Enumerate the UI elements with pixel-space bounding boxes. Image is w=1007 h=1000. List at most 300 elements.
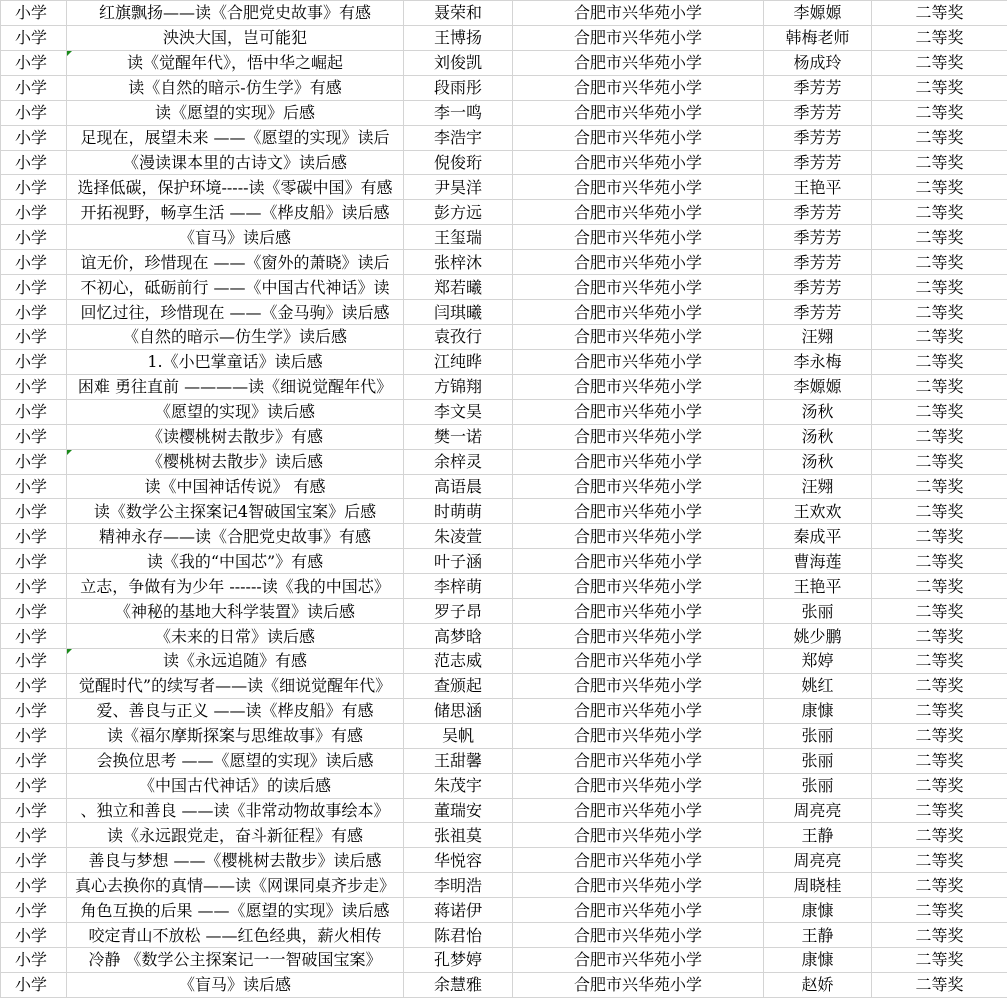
school-name-cell[interactable] bbox=[513, 748, 764, 773]
level-cell[interactable] bbox=[1, 200, 67, 225]
school-name-cell[interactable] bbox=[513, 624, 764, 649]
level-cell[interactable] bbox=[1, 474, 67, 499]
essay-title-cell[interactable] bbox=[67, 1, 404, 26]
level-cell[interactable] bbox=[1, 125, 67, 150]
table-row bbox=[1, 374, 1007, 399]
teacher-name-cell[interactable] bbox=[764, 100, 872, 125]
essay-title-text: 真心去换你的真情——读《网课同桌齐步走》 bbox=[74, 875, 395, 895]
essay-title-cell[interactable] bbox=[67, 449, 404, 474]
level-text: 小学 bbox=[15, 825, 48, 845]
level-cell[interactable] bbox=[1, 673, 67, 698]
essay-title-cell[interactable] bbox=[67, 399, 404, 424]
school-name-cell[interactable] bbox=[513, 200, 764, 225]
award-cell[interactable] bbox=[872, 848, 1007, 873]
level-cell[interactable] bbox=[1, 499, 67, 524]
teacher-name-text: 季芳芳 bbox=[793, 227, 842, 247]
student-name-cell[interactable] bbox=[404, 200, 513, 225]
school-name-cell[interactable] bbox=[513, 225, 764, 250]
student-name-cell[interactable] bbox=[404, 50, 513, 75]
award-cell[interactable] bbox=[872, 50, 1007, 75]
essay-title-text: 立志，争做有为少年 ------读《我的中国芯》 bbox=[80, 576, 390, 596]
level-cell[interactable] bbox=[1, 723, 67, 748]
school-name-cell[interactable] bbox=[513, 549, 764, 574]
teacher-name-cell[interactable] bbox=[764, 424, 872, 449]
table-row bbox=[1, 100, 1007, 125]
essay-title-text: 觉醒时代”的续写者——读《细说觉醒年代》 bbox=[78, 676, 392, 696]
school-name-cell[interactable] bbox=[513, 424, 764, 449]
student-name-cell[interactable] bbox=[404, 823, 513, 848]
award-cell[interactable] bbox=[872, 225, 1007, 250]
level-cell[interactable] bbox=[1, 50, 67, 75]
level-cell[interactable] bbox=[1, 898, 67, 923]
award-text: 二等奖 bbox=[915, 277, 964, 297]
level-cell[interactable] bbox=[1, 399, 67, 424]
award-cell[interactable] bbox=[872, 723, 1007, 748]
teacher-name-cell[interactable] bbox=[764, 300, 872, 325]
essay-title-cell[interactable] bbox=[67, 648, 404, 673]
teacher-name-cell[interactable] bbox=[764, 624, 872, 649]
teacher-name-cell[interactable] bbox=[764, 773, 872, 798]
essay-title-text: 咬定青山不放松 ——红色经典，薪火相传 bbox=[88, 925, 382, 945]
school-name-cell[interactable] bbox=[513, 349, 764, 374]
teacher-name-cell[interactable] bbox=[764, 275, 872, 300]
school-name-cell[interactable] bbox=[513, 324, 764, 349]
award-cell[interactable] bbox=[872, 948, 1007, 973]
award-cell[interactable] bbox=[872, 748, 1007, 773]
level-cell[interactable] bbox=[1, 524, 67, 549]
essay-title-cell[interactable] bbox=[67, 75, 404, 100]
level-cell[interactable] bbox=[1, 1, 67, 26]
student-name-cell[interactable] bbox=[404, 424, 513, 449]
level-text: 小学 bbox=[15, 177, 48, 197]
award-cell[interactable] bbox=[872, 399, 1007, 424]
school-name-cell[interactable] bbox=[513, 150, 764, 175]
award-cell[interactable] bbox=[872, 374, 1007, 399]
teacher-name-text: 汤秋 bbox=[801, 427, 834, 447]
award-text: 二等奖 bbox=[915, 302, 964, 322]
teacher-name-cell[interactable] bbox=[764, 549, 872, 574]
essay-title-cell[interactable] bbox=[67, 923, 404, 948]
essay-title-text: 爱、善良与正义 ——读《桦皮船》有感 bbox=[96, 701, 374, 721]
school-name-cell[interactable] bbox=[513, 798, 764, 823]
teacher-name-text: 汤秋 bbox=[801, 402, 834, 422]
essay-title-cell[interactable] bbox=[67, 823, 404, 848]
student-name-cell[interactable] bbox=[404, 100, 513, 125]
essay-title-cell[interactable] bbox=[67, 972, 404, 997]
essay-title-text: 1.《小巴掌童话》读后感 bbox=[147, 352, 323, 372]
school-name-text: 合肥市兴华苑小学 bbox=[573, 427, 702, 447]
school-name-cell[interactable] bbox=[513, 648, 764, 673]
school-name-cell[interactable] bbox=[513, 773, 764, 798]
level-cell[interactable] bbox=[1, 948, 67, 973]
essay-title-cell[interactable] bbox=[67, 948, 404, 973]
student-name-cell[interactable] bbox=[404, 898, 513, 923]
school-name-text: 合肥市兴华苑小学 bbox=[573, 701, 702, 721]
level-cell[interactable] bbox=[1, 250, 67, 275]
teacher-name-cell[interactable] bbox=[764, 748, 872, 773]
school-name-text: 合肥市兴华苑小学 bbox=[573, 177, 702, 197]
school-name-cell[interactable] bbox=[513, 399, 764, 424]
award-text: 二等奖 bbox=[915, 152, 964, 172]
level-text: 小学 bbox=[15, 501, 48, 521]
school-name-cell[interactable] bbox=[513, 474, 764, 499]
award-cell[interactable] bbox=[872, 673, 1007, 698]
student-name-cell[interactable] bbox=[404, 225, 513, 250]
school-name-cell[interactable] bbox=[513, 25, 764, 50]
student-name-cell[interactable] bbox=[404, 798, 513, 823]
school-name-cell[interactable] bbox=[513, 723, 764, 748]
level-cell[interactable] bbox=[1, 449, 67, 474]
award-text: 二等奖 bbox=[915, 526, 964, 546]
student-name-text: 储思涵 bbox=[433, 701, 482, 721]
essay-title-cell[interactable] bbox=[67, 723, 404, 748]
school-name-cell[interactable] bbox=[513, 673, 764, 698]
teacher-name-cell[interactable] bbox=[764, 723, 872, 748]
table-row bbox=[1, 474, 1007, 499]
school-name-cell[interactable] bbox=[513, 100, 764, 125]
essay-title-cell[interactable] bbox=[67, 50, 404, 75]
student-name-text: 李梓萌 bbox=[433, 576, 482, 596]
essay-title-text: 《樱桃树去散步》读后感 bbox=[146, 452, 323, 472]
award-cell[interactable] bbox=[872, 175, 1007, 200]
student-name-cell[interactable] bbox=[404, 175, 513, 200]
essay-title-cell[interactable] bbox=[67, 624, 404, 649]
award-text: 二等奖 bbox=[915, 900, 964, 920]
level-cell[interactable] bbox=[1, 648, 67, 673]
school-name-cell[interactable] bbox=[513, 499, 764, 524]
teacher-name-cell[interactable] bbox=[764, 449, 872, 474]
student-name-cell[interactable] bbox=[404, 599, 513, 624]
student-name-cell[interactable] bbox=[404, 723, 513, 748]
student-name-cell[interactable] bbox=[404, 624, 513, 649]
level-text: 小学 bbox=[15, 452, 48, 472]
teacher-name-cell[interactable] bbox=[764, 349, 872, 374]
teacher-name-cell[interactable] bbox=[764, 125, 872, 150]
teacher-name-text: 周亮亮 bbox=[793, 800, 842, 820]
award-cell[interactable] bbox=[872, 898, 1007, 923]
error-indicator-icon bbox=[67, 649, 72, 654]
award-cell[interactable] bbox=[872, 275, 1007, 300]
award-cell[interactable] bbox=[872, 449, 1007, 474]
student-name-cell[interactable] bbox=[404, 972, 513, 997]
level-cell[interactable] bbox=[1, 773, 67, 798]
school-name-cell[interactable] bbox=[513, 1, 764, 26]
teacher-name-cell[interactable] bbox=[764, 524, 872, 549]
level-cell[interactable] bbox=[1, 150, 67, 175]
school-name-cell[interactable] bbox=[513, 948, 764, 973]
level-cell[interactable] bbox=[1, 748, 67, 773]
school-name-cell[interactable] bbox=[513, 823, 764, 848]
student-name-cell[interactable] bbox=[404, 549, 513, 574]
table-row bbox=[1, 275, 1007, 300]
essay-title-cell[interactable] bbox=[67, 424, 404, 449]
essay-title-text: 读《数学公主探案记4智破国宝案》后感 bbox=[93, 501, 377, 521]
essay-title-cell[interactable] bbox=[67, 324, 404, 349]
essay-title-cell[interactable] bbox=[67, 524, 404, 549]
award-text: 二等奖 bbox=[915, 103, 964, 123]
teacher-name-cell[interactable] bbox=[764, 873, 872, 898]
student-name-cell[interactable] bbox=[404, 673, 513, 698]
school-name-cell[interactable] bbox=[513, 300, 764, 325]
level-cell[interactable] bbox=[1, 324, 67, 349]
award-cell[interactable] bbox=[872, 823, 1007, 848]
table-row bbox=[1, 599, 1007, 624]
teacher-name-cell[interactable] bbox=[764, 150, 872, 175]
student-name-cell[interactable] bbox=[404, 150, 513, 175]
award-cell[interactable] bbox=[872, 599, 1007, 624]
level-cell[interactable] bbox=[1, 574, 67, 599]
teacher-name-cell[interactable] bbox=[764, 574, 872, 599]
student-name-cell[interactable] bbox=[404, 75, 513, 100]
award-cell[interactable] bbox=[872, 324, 1007, 349]
school-name-cell[interactable] bbox=[513, 923, 764, 948]
essay-title-cell[interactable] bbox=[67, 25, 404, 50]
essay-title-cell[interactable] bbox=[67, 250, 404, 275]
teacher-name-cell[interactable] bbox=[764, 374, 872, 399]
student-name-cell[interactable] bbox=[404, 250, 513, 275]
award-cell[interactable] bbox=[872, 624, 1007, 649]
table-row bbox=[1, 723, 1007, 748]
teacher-name-cell[interactable] bbox=[764, 50, 872, 75]
student-name-cell[interactable] bbox=[404, 300, 513, 325]
teacher-name-cell[interactable] bbox=[764, 798, 872, 823]
school-name-cell[interactable] bbox=[513, 698, 764, 723]
award-cell[interactable] bbox=[872, 25, 1007, 50]
essay-title-cell[interactable] bbox=[67, 474, 404, 499]
essay-title-cell[interactable] bbox=[67, 599, 404, 624]
student-name-cell[interactable] bbox=[404, 275, 513, 300]
teacher-name-cell[interactable] bbox=[764, 25, 872, 50]
award-text: 二等奖 bbox=[915, 177, 964, 197]
school-name-cell[interactable] bbox=[513, 972, 764, 997]
school-name-cell[interactable] bbox=[513, 275, 764, 300]
level-cell[interactable] bbox=[1, 75, 67, 100]
school-name-cell[interactable] bbox=[513, 75, 764, 100]
essay-title-cell[interactable] bbox=[67, 125, 404, 150]
school-name-text: 合肥市兴华苑小学 bbox=[573, 377, 702, 397]
essay-title-cell[interactable] bbox=[67, 225, 404, 250]
school-name-cell[interactable] bbox=[513, 873, 764, 898]
teacher-name-cell[interactable] bbox=[764, 923, 872, 948]
student-name-cell[interactable] bbox=[404, 449, 513, 474]
award-cell[interactable] bbox=[872, 424, 1007, 449]
student-name-cell[interactable] bbox=[404, 125, 513, 150]
level-text: 小学 bbox=[15, 950, 48, 970]
essay-title-cell[interactable] bbox=[67, 698, 404, 723]
student-name-cell[interactable] bbox=[404, 923, 513, 948]
essay-title-cell[interactable] bbox=[67, 549, 404, 574]
school-name-cell[interactable] bbox=[513, 574, 764, 599]
school-name-cell[interactable] bbox=[513, 175, 764, 200]
essay-title-cell[interactable] bbox=[67, 374, 404, 399]
student-name-cell[interactable] bbox=[404, 773, 513, 798]
student-name-cell[interactable] bbox=[404, 698, 513, 723]
level-cell[interactable] bbox=[1, 823, 67, 848]
teacher-name-cell[interactable] bbox=[764, 1, 872, 26]
teacher-name-cell[interactable] bbox=[764, 823, 872, 848]
level-cell[interactable] bbox=[1, 798, 67, 823]
level-cell[interactable] bbox=[1, 275, 67, 300]
table-row bbox=[1, 1, 1007, 26]
award-text: 二等奖 bbox=[915, 601, 964, 621]
essay-title-cell[interactable] bbox=[67, 898, 404, 923]
essay-title-cell[interactable] bbox=[67, 300, 404, 325]
teacher-name-cell[interactable] bbox=[764, 648, 872, 673]
school-name-cell[interactable] bbox=[513, 250, 764, 275]
teacher-name-cell[interactable] bbox=[764, 399, 872, 424]
essay-title-text: 《自然的暗示—仿生学》读后感 bbox=[122, 327, 347, 347]
level-cell[interactable] bbox=[1, 225, 67, 250]
essay-title-text: 角色互换的后果 ——《愿望的实现》读后感 bbox=[80, 900, 390, 920]
award-cell[interactable] bbox=[872, 75, 1007, 100]
award-cell[interactable] bbox=[872, 798, 1007, 823]
school-name-text: 合肥市兴华苑小学 bbox=[573, 626, 702, 646]
award-cell[interactable] bbox=[872, 250, 1007, 275]
essay-title-cell[interactable] bbox=[67, 773, 404, 798]
essay-title-text: 读《中国神话传说》 有感 bbox=[144, 476, 326, 496]
student-name-cell[interactable] bbox=[404, 848, 513, 873]
essay-title-cell[interactable] bbox=[67, 349, 404, 374]
level-cell[interactable] bbox=[1, 848, 67, 873]
award-cell[interactable] bbox=[872, 574, 1007, 599]
award-text: 二等奖 bbox=[915, 402, 964, 422]
essay-title-cell[interactable] bbox=[67, 175, 404, 200]
award-cell[interactable] bbox=[872, 1, 1007, 26]
award-cell[interactable] bbox=[872, 648, 1007, 673]
teacher-name-cell[interactable] bbox=[764, 474, 872, 499]
student-name-cell[interactable] bbox=[404, 499, 513, 524]
school-name-cell[interactable] bbox=[513, 125, 764, 150]
award-cell[interactable] bbox=[872, 200, 1007, 225]
student-name-cell[interactable] bbox=[404, 648, 513, 673]
level-cell[interactable] bbox=[1, 923, 67, 948]
table-row bbox=[1, 624, 1007, 649]
level-cell[interactable] bbox=[1, 25, 67, 50]
essay-title-cell[interactable] bbox=[67, 499, 404, 524]
teacher-name-cell[interactable] bbox=[764, 698, 872, 723]
student-name-cell[interactable] bbox=[404, 25, 513, 50]
teacher-name-cell[interactable] bbox=[764, 848, 872, 873]
student-name-text: 郑若曦 bbox=[433, 277, 482, 297]
essay-title-cell[interactable] bbox=[67, 748, 404, 773]
award-cell[interactable] bbox=[872, 873, 1007, 898]
level-cell[interactable] bbox=[1, 624, 67, 649]
level-cell[interactable] bbox=[1, 300, 67, 325]
teacher-name-cell[interactable] bbox=[764, 499, 872, 524]
level-cell[interactable] bbox=[1, 599, 67, 624]
teacher-name-cell[interactable] bbox=[764, 75, 872, 100]
student-name-cell[interactable] bbox=[404, 873, 513, 898]
essay-title-text: 读《我的“中国芯”》有感 bbox=[146, 551, 324, 571]
student-name-cell[interactable] bbox=[404, 748, 513, 773]
essay-title-cell[interactable] bbox=[67, 848, 404, 873]
student-name-text: 蒋诺伊 bbox=[433, 900, 482, 920]
teacher-name-text: 汪翙 bbox=[801, 327, 834, 347]
level-cell[interactable] bbox=[1, 175, 67, 200]
level-cell[interactable] bbox=[1, 873, 67, 898]
school-name-cell[interactable] bbox=[513, 449, 764, 474]
student-name-cell[interactable] bbox=[404, 1, 513, 26]
teacher-name-text: 季芳芳 bbox=[793, 128, 842, 148]
essay-title-cell[interactable] bbox=[67, 673, 404, 698]
teacher-name-cell[interactable] bbox=[764, 673, 872, 698]
teacher-name-cell[interactable] bbox=[764, 175, 872, 200]
teacher-name-cell[interactable] bbox=[764, 324, 872, 349]
award-cell[interactable] bbox=[872, 972, 1007, 997]
teacher-name-cell[interactable] bbox=[764, 250, 872, 275]
teacher-name-cell[interactable] bbox=[764, 972, 872, 997]
award-cell[interactable] bbox=[872, 100, 1007, 125]
award-cell[interactable] bbox=[872, 499, 1007, 524]
award-cell[interactable] bbox=[872, 524, 1007, 549]
award-cell[interactable] bbox=[872, 125, 1007, 150]
level-text: 小学 bbox=[15, 252, 48, 272]
level-cell[interactable] bbox=[1, 424, 67, 449]
student-name-cell[interactable] bbox=[404, 524, 513, 549]
student-name-cell[interactable] bbox=[404, 399, 513, 424]
student-name-text: 王甜馨 bbox=[433, 751, 482, 771]
essay-title-cell[interactable] bbox=[67, 574, 404, 599]
level-cell[interactable] bbox=[1, 349, 67, 374]
school-name-cell[interactable] bbox=[513, 524, 764, 549]
teacher-name-cell[interactable] bbox=[764, 200, 872, 225]
teacher-name-cell[interactable] bbox=[764, 599, 872, 624]
student-name-cell[interactable] bbox=[404, 324, 513, 349]
level-cell[interactable] bbox=[1, 549, 67, 574]
teacher-name-text: 张丽 bbox=[801, 751, 834, 771]
school-name-cell[interactable] bbox=[513, 898, 764, 923]
teacher-name-cell[interactable] bbox=[764, 225, 872, 250]
award-cell[interactable] bbox=[872, 300, 1007, 325]
essay-title-cell[interactable] bbox=[67, 873, 404, 898]
award-cell[interactable] bbox=[872, 698, 1007, 723]
teacher-name-text: 汤秋 bbox=[801, 452, 834, 472]
essay-title-text: 精神永存——读《合肥党史故事》有感 bbox=[98, 526, 371, 546]
student-name-cell[interactable] bbox=[404, 948, 513, 973]
award-cell[interactable] bbox=[872, 773, 1007, 798]
teacher-name-cell[interactable] bbox=[764, 898, 872, 923]
award-text: 二等奖 bbox=[915, 128, 964, 148]
student-name-cell[interactable] bbox=[404, 349, 513, 374]
essay-title-cell[interactable] bbox=[67, 150, 404, 175]
school-name-text: 合肥市兴华苑小学 bbox=[573, 302, 702, 322]
level-cell[interactable] bbox=[1, 374, 67, 399]
essay-title-cell[interactable] bbox=[67, 275, 404, 300]
award-cell[interactable] bbox=[872, 150, 1007, 175]
school-name-cell[interactable] bbox=[513, 374, 764, 399]
student-name-cell[interactable] bbox=[404, 374, 513, 399]
award-cell[interactable] bbox=[872, 349, 1007, 374]
essay-title-cell[interactable] bbox=[67, 100, 404, 125]
level-cell[interactable] bbox=[1, 972, 67, 997]
student-name-cell[interactable] bbox=[404, 474, 513, 499]
level-cell[interactable] bbox=[1, 698, 67, 723]
school-name-text: 合肥市兴华苑小学 bbox=[573, 78, 702, 98]
essay-title-text: 《盲马》读后感 bbox=[178, 227, 291, 247]
teacher-name-cell[interactable] bbox=[764, 948, 872, 973]
school-name-cell[interactable] bbox=[513, 848, 764, 873]
school-name-cell[interactable] bbox=[513, 50, 764, 75]
essay-title-cell[interactable] bbox=[67, 798, 404, 823]
award-cell[interactable] bbox=[872, 923, 1007, 948]
school-name-cell[interactable] bbox=[513, 599, 764, 624]
school-name-text: 合肥市兴华苑小学 bbox=[573, 751, 702, 771]
award-cell[interactable] bbox=[872, 549, 1007, 574]
level-cell[interactable] bbox=[1, 100, 67, 125]
award-cell[interactable] bbox=[872, 474, 1007, 499]
student-name-cell[interactable] bbox=[404, 574, 513, 599]
essay-title-cell[interactable] bbox=[67, 200, 404, 225]
